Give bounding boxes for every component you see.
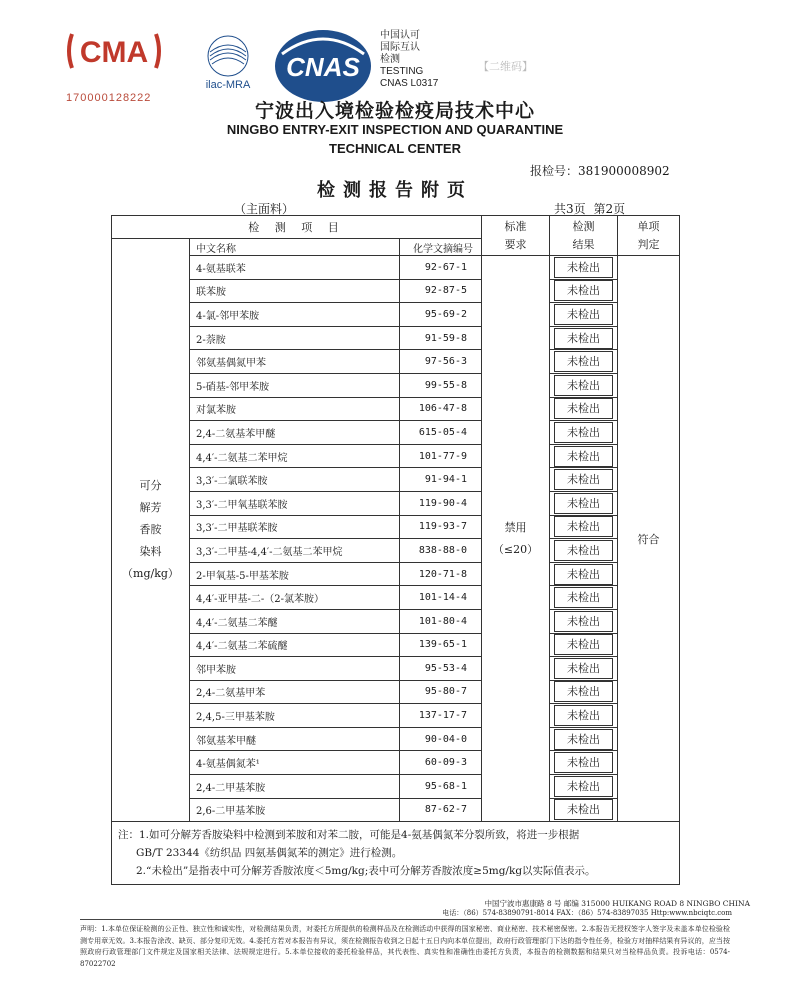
footer-address: 中国宁波市惠康路 8 号 邮编 315000 HUIKANG ROAD 8 NINGBO CHINA bbox=[484, 899, 750, 908]
test-result: 未检出 bbox=[554, 304, 613, 325]
table-row bbox=[112, 657, 680, 681]
cas-number: 106-47-8 bbox=[400, 397, 482, 421]
table-row bbox=[112, 256, 680, 280]
ilac-logo-text: ilac-MRA bbox=[205, 79, 251, 91]
cnas-text-line: 检测 bbox=[380, 54, 400, 65]
table-row bbox=[112, 444, 680, 468]
substance-name: 4,4′-二氨基二苯醚 bbox=[190, 609, 400, 633]
cas-number: 99-55-8 bbox=[400, 373, 482, 397]
table-row bbox=[112, 279, 680, 303]
footer-disclaimer: 声明：1.本单位保证检测的公正性、独立性和诚实性，对检测结果负责，对委托方所提供的检测样品及在检测活动中获得的国家秘密、商业秘密、技术秘密保密。2.本报告无授权签字人签字及未盖本单位检验检测专用章无效。3.本报告涂改、缺页、部分复印无效。4.委托方若对本报告有异议，须在检测报告收到之日起十五日内向本单位提出，政府行政管理部门下达的指令性任务，检验方对抽样结果有异议的，应当按照政府行政管理部门文件规定及国家相关法律、法规规定进行。5.本单位接收的委托检验样品，其代表性、真实性和准确性由委托方负责，本报告的检测数据和结果只对当检样品负责。投诉电话：0574-87022702 bbox=[80, 925, 730, 968]
category-line: 解芳 bbox=[139, 501, 162, 515]
test-result: 未检出 bbox=[554, 587, 613, 608]
cas-number: 120-71-8 bbox=[400, 562, 482, 586]
results-table bbox=[111, 215, 680, 885]
notes-row bbox=[112, 822, 680, 885]
cas-number: 95-80-7 bbox=[400, 680, 482, 704]
organization-name-en-line2: TECHNICAL CENTER bbox=[329, 141, 461, 156]
test-result-cell bbox=[550, 444, 618, 468]
header-judgement-line: 判定 bbox=[637, 237, 660, 251]
page-title: 检测报告附页 bbox=[317, 180, 473, 201]
cma-logo-text: CMA bbox=[79, 36, 149, 69]
cas-number: 91-94-1 bbox=[400, 468, 482, 492]
table-row bbox=[112, 373, 680, 397]
note-line: 2.“未检出”是指表中可分解芳香胺浓度＜5mg/kg;表中可分解芳香胺浓度≥5mg/kg以实际值表示。 bbox=[136, 865, 596, 878]
table-row bbox=[112, 633, 680, 657]
header-result-line: 检测 bbox=[572, 219, 595, 233]
cma-number: 170000128222 bbox=[66, 92, 152, 104]
substance-name: 2,4,5-三甲基苯胺 bbox=[190, 704, 400, 728]
cnas-text-line: TESTING bbox=[380, 66, 424, 77]
table-row bbox=[112, 586, 680, 610]
footer-contact: 电话：（86）574-83890791-8014 FAX：（86）574-83897035 Http:www.nbciqtc.com bbox=[442, 909, 732, 917]
test-result: 未检出 bbox=[554, 564, 613, 585]
substance-name: 邻甲苯胺 bbox=[190, 657, 400, 681]
test-result-cell bbox=[550, 373, 618, 397]
cma-logo bbox=[64, 28, 164, 74]
test-result-cell bbox=[550, 609, 618, 633]
test-result: 未检出 bbox=[554, 634, 613, 655]
test-result-cell bbox=[550, 256, 618, 280]
substance-name: 对氯苯胺 bbox=[190, 397, 400, 421]
test-result-cell bbox=[550, 468, 618, 492]
table-row bbox=[112, 562, 680, 586]
substance-name: 邻氨基偶氮甲苯 bbox=[190, 350, 400, 374]
cnas-text-line: 中国认可 bbox=[380, 30, 420, 41]
cas-number: 137-17-7 bbox=[400, 704, 482, 728]
table-row bbox=[112, 303, 680, 327]
test-result-cell bbox=[550, 350, 618, 374]
cnas-logo bbox=[272, 26, 374, 106]
cas-number: 838-88-0 bbox=[400, 539, 482, 563]
cas-number: 97-56-3 bbox=[400, 350, 482, 374]
header-judgement-line: 单项 bbox=[637, 219, 660, 233]
test-result: 未检出 bbox=[554, 280, 613, 301]
test-result-cell bbox=[550, 727, 618, 751]
cas-number: 95-69-2 bbox=[400, 303, 482, 327]
test-result: 未检出 bbox=[554, 516, 613, 537]
substance-name: 2-萘胺 bbox=[190, 326, 400, 350]
header-test-item: 检 测 项 目 bbox=[112, 216, 482, 239]
subheader-cas: 化学文摘编号 bbox=[400, 239, 482, 256]
header-standard bbox=[482, 216, 550, 256]
cas-number: 101-14-4 bbox=[400, 586, 482, 610]
judgement: 符合 bbox=[618, 256, 680, 822]
table-row bbox=[112, 421, 680, 445]
substance-name: 4-氯-邻甲苯胺 bbox=[190, 303, 400, 327]
table-row bbox=[112, 798, 680, 822]
cnas-text-line: CNAS L0317 bbox=[380, 78, 439, 89]
cas-number: 139-65-1 bbox=[400, 633, 482, 657]
test-result: 未检出 bbox=[554, 469, 613, 490]
standard-requirement-line: 禁用 bbox=[504, 520, 527, 534]
test-result-cell bbox=[550, 704, 618, 728]
header-result-line: 结果 bbox=[572, 237, 595, 251]
report-number: 报检号：381900008902 bbox=[530, 164, 670, 178]
test-result: 未检出 bbox=[554, 540, 613, 561]
test-result: 未检出 bbox=[554, 493, 613, 514]
test-result: 未检出 bbox=[554, 705, 613, 726]
table-header-row bbox=[112, 216, 680, 239]
cas-number: 90-04-0 bbox=[400, 727, 482, 751]
test-result-cell bbox=[550, 326, 618, 350]
header-result bbox=[550, 216, 618, 256]
test-result-cell bbox=[550, 303, 618, 327]
substance-name: 3,3′-二甲氧基联苯胺 bbox=[190, 491, 400, 515]
qr-code-label: 【二维码】 bbox=[478, 60, 533, 73]
table-row bbox=[112, 751, 680, 775]
substance-name: 2,6-二甲基苯胺 bbox=[190, 798, 400, 822]
category-line: 香胺 bbox=[139, 523, 162, 537]
test-result: 未检出 bbox=[554, 658, 613, 679]
test-result: 未检出 bbox=[554, 328, 613, 349]
test-result: 未检出 bbox=[554, 422, 613, 443]
test-result-cell bbox=[550, 539, 618, 563]
table-row bbox=[112, 609, 680, 633]
substance-name: 邻氨基苯甲醚 bbox=[190, 727, 400, 751]
substance-name: 2,4-二氨基甲苯 bbox=[190, 680, 400, 704]
test-result-cell bbox=[550, 657, 618, 681]
category-line: （mg/kg） bbox=[122, 567, 179, 581]
organization-name-en-line1: NINGBO ENTRY-EXIT INSPECTION AND QUARANTINE bbox=[226, 122, 564, 137]
header-standard-line: 标准 bbox=[504, 219, 527, 233]
cas-number: 87-62-7 bbox=[400, 798, 482, 822]
test-result-cell bbox=[550, 279, 618, 303]
substance-name: 4,4′-亚甲基-二-（2-氯苯胺） bbox=[190, 586, 400, 610]
header-judgement bbox=[618, 216, 680, 256]
table-row bbox=[112, 704, 680, 728]
substance-name: 3,3′-二甲基-4,4′-二氨基二苯甲烷 bbox=[190, 539, 400, 563]
table-row bbox=[112, 727, 680, 751]
cas-number: 101-77-9 bbox=[400, 444, 482, 468]
substance-name: 4,4′-二氨基二苯甲烷 bbox=[190, 444, 400, 468]
test-result-cell bbox=[550, 798, 618, 822]
test-result: 未检出 bbox=[554, 752, 613, 773]
substance-name: 2,4-二氨基苯甲醚 bbox=[190, 421, 400, 445]
substance-name: 4-氨基联苯 bbox=[190, 256, 400, 280]
cnas-text-line: 国际互认 bbox=[380, 42, 420, 53]
substance-name: 4,4′-二氨基二苯硫醚 bbox=[190, 633, 400, 657]
organization-name-cn: 宁波出入境检验检疫局技术中心 bbox=[254, 100, 535, 122]
test-result: 未检出 bbox=[554, 729, 613, 750]
test-result: 未检出 bbox=[554, 611, 613, 632]
cas-number: 119-90-4 bbox=[400, 491, 482, 515]
test-result: 未检出 bbox=[554, 799, 613, 820]
substance-name: 4-氨基偶氮苯¹ bbox=[190, 751, 400, 775]
substance-name: 联苯胺 bbox=[190, 279, 400, 303]
substance-name: 2,4-二甲基苯胺 bbox=[190, 775, 400, 799]
table-row bbox=[112, 397, 680, 421]
test-result-cell bbox=[550, 515, 618, 539]
table-row bbox=[112, 326, 680, 350]
cas-number: 95-68-1 bbox=[400, 775, 482, 799]
table-row bbox=[112, 775, 680, 799]
category-line: 可分 bbox=[139, 479, 162, 493]
cas-number: 60-09-3 bbox=[400, 751, 482, 775]
test-result: 未检出 bbox=[554, 776, 613, 797]
cas-number: 101-80-4 bbox=[400, 609, 482, 633]
test-result: 未检出 bbox=[554, 375, 613, 396]
section-label: （主面料） bbox=[234, 202, 295, 216]
cas-number: 615-05-4 bbox=[400, 421, 482, 445]
table-row bbox=[112, 680, 680, 704]
test-result-cell bbox=[550, 680, 618, 704]
header-standard-line: 要求 bbox=[504, 237, 527, 251]
cnas-accreditation-text bbox=[380, 30, 438, 90]
table-row bbox=[112, 539, 680, 563]
note-line: 注：1.如可分解芳香胺染料中检测到苯胺和对苯二胺，可能是4-氨基偶氮苯分裂所致，将进一步根据 bbox=[118, 829, 580, 842]
test-result-cell bbox=[550, 751, 618, 775]
test-result-cell bbox=[550, 421, 618, 445]
table-row bbox=[112, 515, 680, 539]
cas-number: 95-53-4 bbox=[400, 657, 482, 681]
note-line: GB/T 23344《纺织品 四氨基偶氮苯的测定》进行检测。 bbox=[136, 847, 403, 860]
subheader-name: 中文名称 bbox=[190, 239, 400, 256]
standard-requirement bbox=[482, 256, 550, 822]
table-row bbox=[112, 491, 680, 515]
notes bbox=[112, 822, 680, 885]
cas-number: 92-67-1 bbox=[400, 256, 482, 280]
substance-name: 5-硝基-邻甲苯胺 bbox=[190, 373, 400, 397]
footer-divider bbox=[80, 919, 730, 920]
page-indicator: 共3页 第2页 bbox=[554, 202, 626, 216]
cnas-logo-text: CNAS bbox=[286, 52, 360, 82]
category-cell bbox=[112, 239, 190, 822]
substance-name: 3,3′-二甲基联苯胺 bbox=[190, 515, 400, 539]
test-result-cell bbox=[550, 397, 618, 421]
test-result-cell bbox=[550, 586, 618, 610]
category-line: 染料 bbox=[139, 545, 162, 559]
ilac-mra-logo bbox=[188, 30, 268, 92]
test-result-cell bbox=[550, 491, 618, 515]
cas-number: 91-59-8 bbox=[400, 326, 482, 350]
test-result: 未检出 bbox=[554, 257, 613, 278]
test-result: 未检出 bbox=[554, 351, 613, 372]
table-row bbox=[112, 350, 680, 374]
substance-name: 3,3′-二氯联苯胺 bbox=[190, 468, 400, 492]
test-result: 未检出 bbox=[554, 446, 613, 467]
substance-name: 2-甲氧基-5-甲基苯胺 bbox=[190, 562, 400, 586]
standard-requirement-line: （≤20） bbox=[492, 542, 539, 556]
test-result-cell bbox=[550, 562, 618, 586]
test-result: 未检出 bbox=[554, 681, 613, 702]
test-result-cell bbox=[550, 633, 618, 657]
test-result-cell bbox=[550, 775, 618, 799]
cas-number: 119-93-7 bbox=[400, 515, 482, 539]
test-result: 未检出 bbox=[554, 398, 613, 419]
cas-number: 92-87-5 bbox=[400, 279, 482, 303]
table-row bbox=[112, 468, 680, 492]
